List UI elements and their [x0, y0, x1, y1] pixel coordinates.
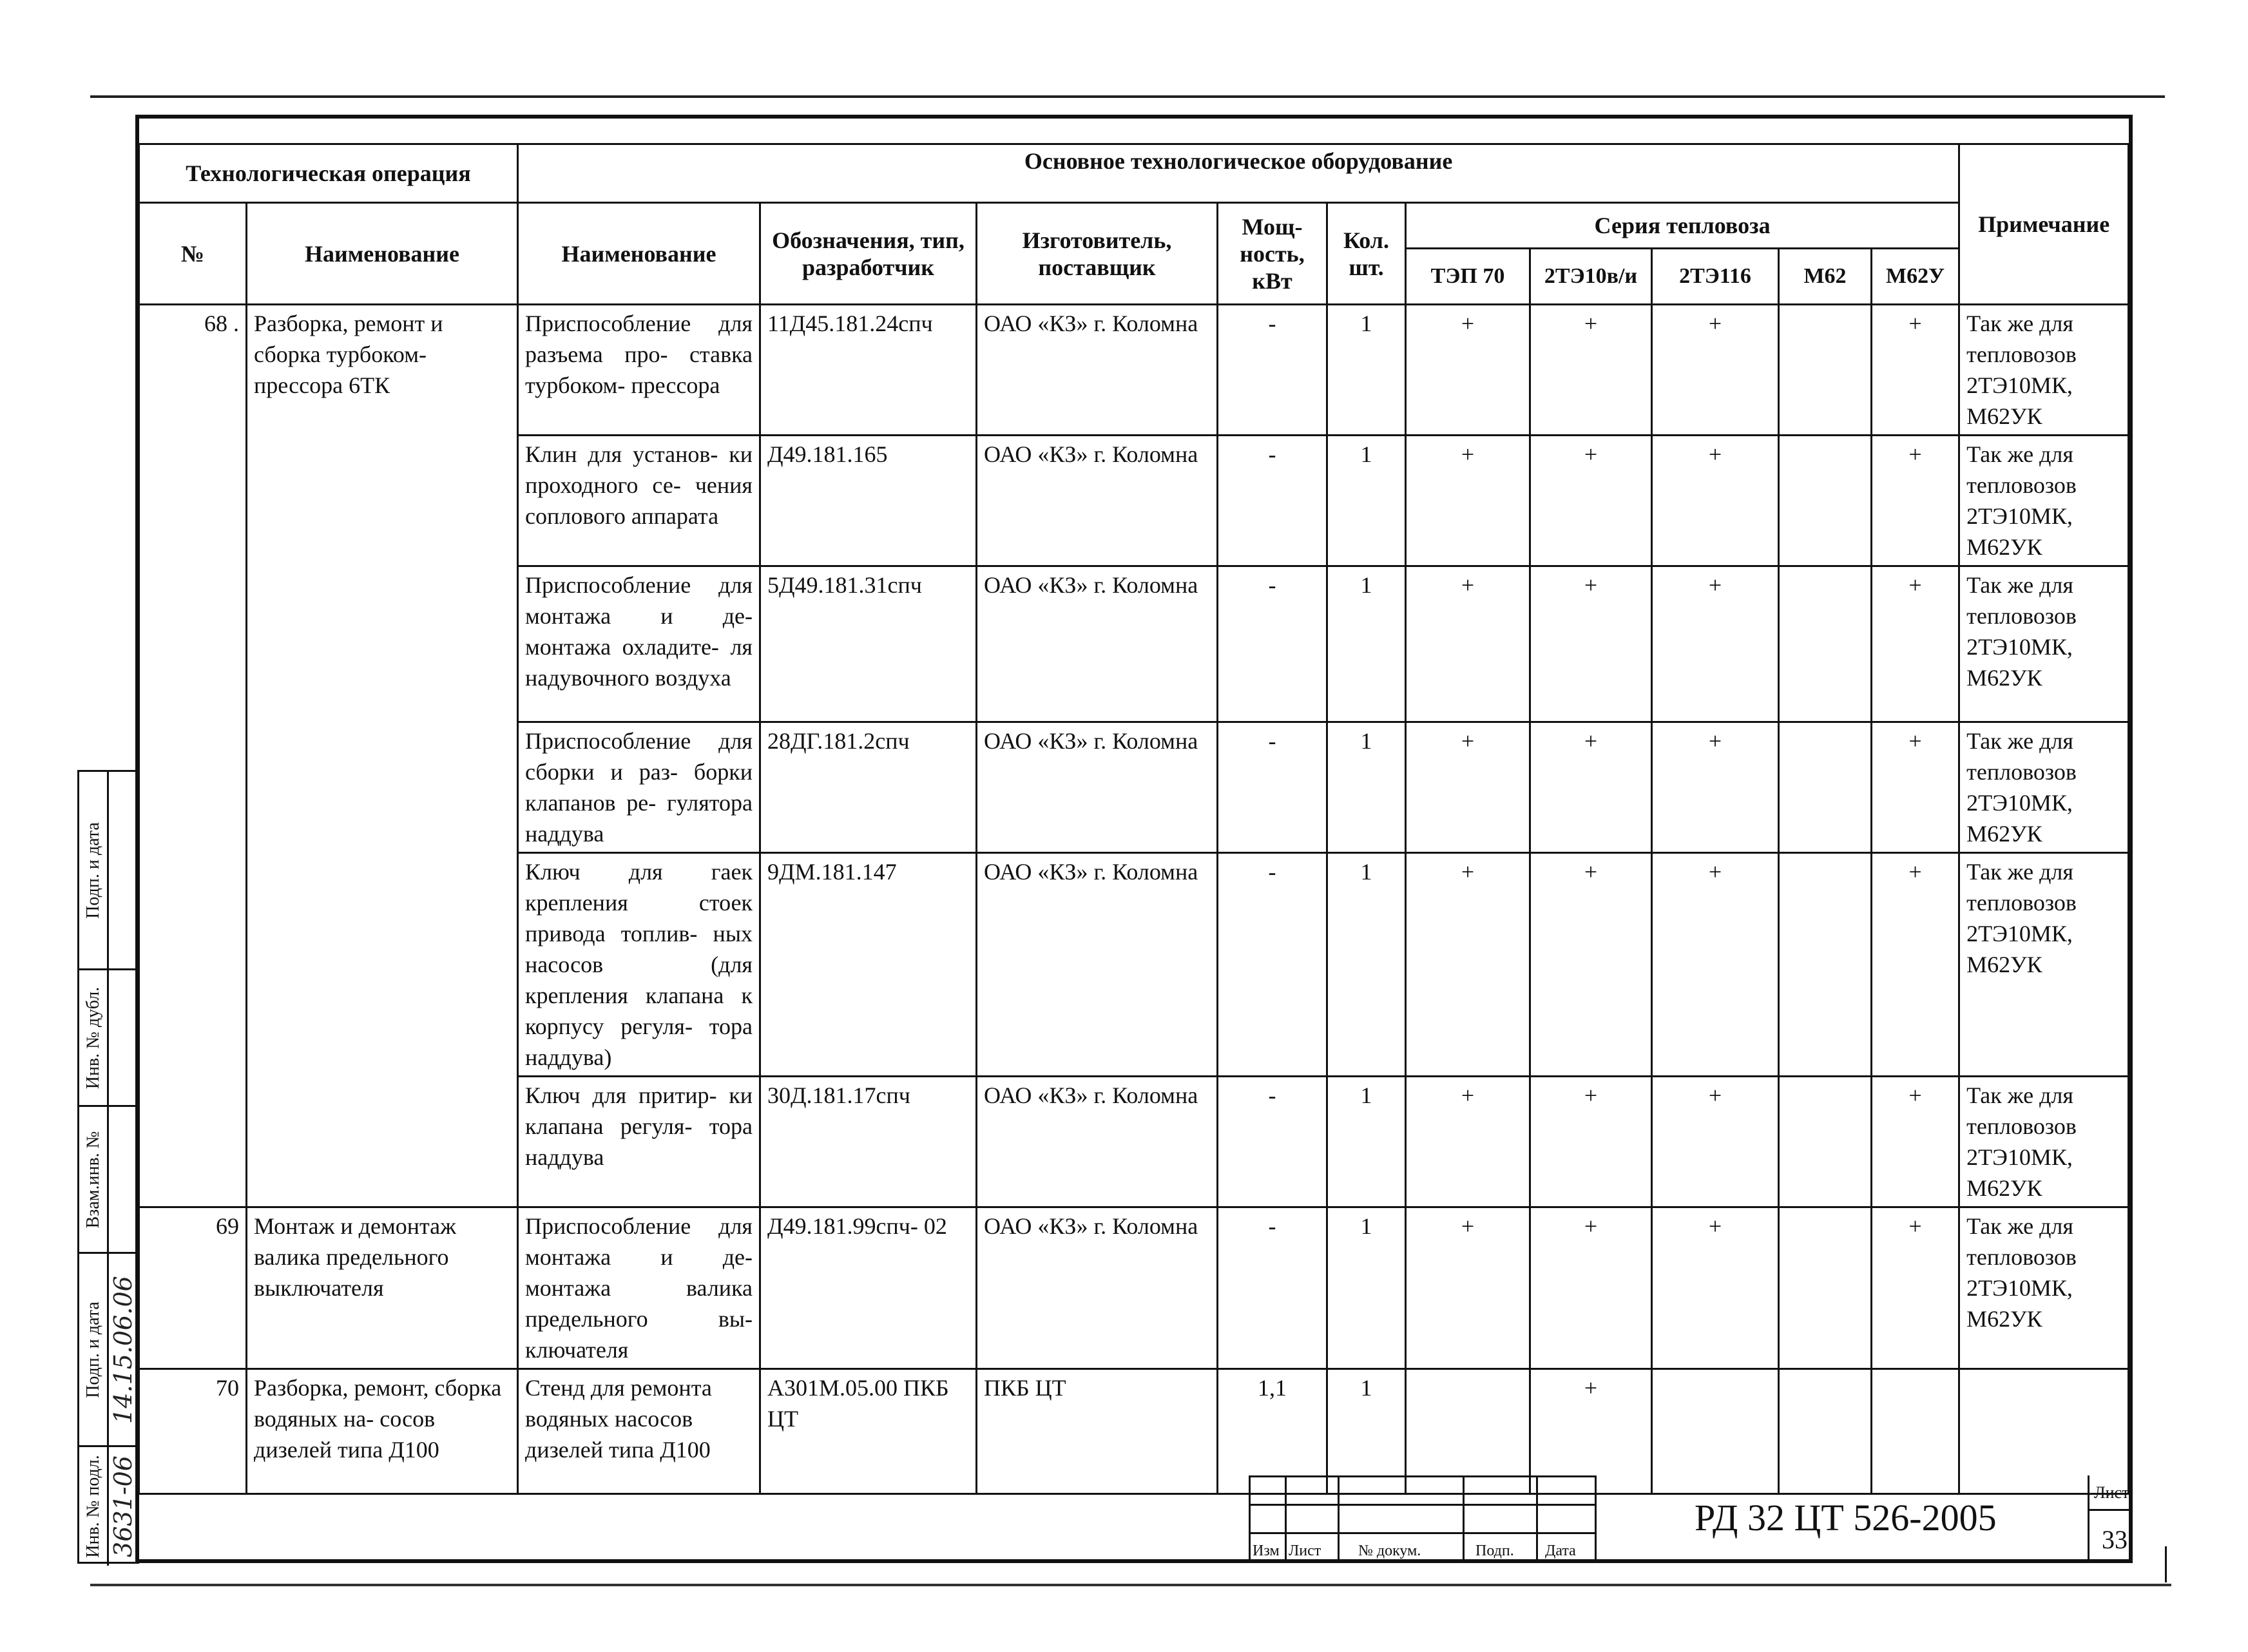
power: -: [1218, 305, 1327, 436]
equipment-name: Клин для установ- ки проходного се- чения соплового аппарата: [518, 436, 760, 566]
series-mark: +: [1406, 1207, 1530, 1369]
series-mark: [1779, 1077, 1872, 1207]
side-label: Инв. № дубл.: [82, 986, 103, 1089]
tb-col-izm: Изм: [1253, 1542, 1280, 1559]
header-series-2te10: 2ТЭ10в/и: [1530, 249, 1652, 305]
manufacturer: ОАО «КЗ» г. Коломна: [977, 1077, 1218, 1207]
manufacturer: ОАО «КЗ» г. Коломна: [977, 1207, 1218, 1369]
header-tech-operation: Технологическая операция: [139, 144, 518, 203]
side-label: Взам.инв. №: [82, 1131, 103, 1228]
note: Так же для тепловозов 2ТЭ10МК, М62УК: [1959, 566, 2129, 722]
header-series-m62: М62: [1779, 249, 1872, 305]
series-mark: +: [1872, 722, 1959, 853]
sheet-number: 33: [2102, 1525, 2128, 1554]
header-manufacturer: Изготовитель, поставщик: [977, 203, 1218, 305]
designation: А301М.05.00 ПКБ ЦТ: [760, 1369, 977, 1494]
side-label: Инв. № подл.: [82, 1455, 103, 1558]
series-mark: +: [1530, 722, 1652, 853]
sheet-label: Лист: [2094, 1483, 2129, 1502]
power: -: [1218, 436, 1327, 566]
series-mark: +: [1406, 436, 1530, 566]
table-row: [139, 1207, 2129, 1369]
designation: Д49.181.99спч- 02: [760, 1207, 977, 1369]
tb-col-date: Дата: [1545, 1542, 1576, 1559]
series-mark: +: [1406, 566, 1530, 722]
manufacturer: ОАО «КЗ» г. Коломна: [977, 436, 1218, 566]
series-mark: +: [1530, 305, 1652, 436]
series-mark: [1779, 566, 1872, 722]
side-label: Подп. и дата: [82, 821, 103, 919]
op-name: Разборка, ремонт и сборка турбоком- прессора 6ТК: [247, 305, 518, 1207]
designation: Д49.181.165: [760, 436, 977, 566]
series-mark: +: [1872, 566, 1959, 722]
manufacturer: ОАО «КЗ» г. Коломна: [977, 722, 1218, 853]
header-designation: Обозначения, тип, разработчик: [760, 203, 977, 305]
series-mark: +: [1406, 1077, 1530, 1207]
quantity: 1: [1327, 853, 1406, 1077]
header-series: Серия тепловоза: [1406, 203, 1959, 249]
document-code: РД 32 ЦТ 526-2005: [1695, 1497, 1997, 1539]
power: -: [1218, 566, 1327, 722]
series-mark: +: [1406, 722, 1530, 853]
manufacturer: ПКБ ЦТ: [977, 1369, 1218, 1494]
equipment-name: Ключ для гаек крепления стоек привода топлив- ных насосов (для крепления клапана к корпусу регуля- тора наддува): [518, 853, 760, 1077]
manufacturer: ОАО «КЗ» г. Коломна: [977, 853, 1218, 1077]
series-mark: +: [1530, 853, 1652, 1077]
equipment-table: [138, 143, 2129, 1495]
series-mark: +: [1652, 722, 1779, 853]
side-label: Подп. и дата: [82, 1301, 103, 1398]
series-mark: +: [1406, 305, 1530, 436]
right-tick: [2165, 1546, 2167, 1582]
power: -: [1218, 1077, 1327, 1207]
power: -: [1218, 853, 1327, 1077]
series-mark: +: [1652, 853, 1779, 1077]
series-mark: +: [1652, 1207, 1779, 1369]
side-cell: [79, 1107, 137, 1254]
series-mark: [1779, 722, 1872, 853]
power: -: [1218, 722, 1327, 853]
equipment-name: Приспособление для монтажа и де- монтажа охладите- ля надувочного воздуха: [518, 566, 760, 722]
series-mark: +: [1872, 1077, 1959, 1207]
power: -: [1218, 1207, 1327, 1369]
side-handwriting: 3631-06: [109, 1455, 137, 1557]
series-mark: [1779, 305, 1872, 436]
top-rule: [90, 95, 2165, 98]
note: Так же для тепловозов 2ТЭ10МК, М62УК: [1959, 436, 2129, 566]
series-mark: [1779, 436, 1872, 566]
series-mark: +: [1530, 1077, 1652, 1207]
side-cell: [79, 1254, 137, 1447]
table-row: [139, 305, 2129, 436]
designation: 5Д49.181.31спч: [760, 566, 977, 722]
equipment-name: Ключ для притир- ки клапана регуля- тора наддува: [518, 1077, 760, 1207]
header-main-equipment: Основное технологическое оборудование: [518, 144, 1959, 203]
side-stamp: [77, 770, 139, 1564]
note: Так же для тепловозов 2ТЭ10МК, М62УК: [1959, 853, 2129, 1077]
equipment-name: Приспособление для монтажа и де- монтажа валика предельного вы- ключателя: [518, 1207, 760, 1369]
note: Так же для тепловозов 2ТЭ10МК, М62УК: [1959, 305, 2129, 436]
series-mark: +: [1872, 305, 1959, 436]
op-number: 69: [139, 1207, 247, 1369]
side-handwriting: 14.15.06.06: [109, 1275, 137, 1424]
designation: 9ДМ.181.147: [760, 853, 977, 1077]
series-mark: +: [1530, 436, 1652, 566]
header-qty: Кол. шт.: [1327, 203, 1406, 305]
designation: 30Д.181.17спч: [760, 1077, 977, 1207]
manufacturer: ОАО «КЗ» г. Коломна: [977, 305, 1218, 436]
quantity: 1: [1327, 1369, 1406, 1494]
series-mark: [1652, 1369, 1779, 1494]
side-cell: [79, 772, 137, 970]
manufacturer: ОАО «КЗ» г. Коломна: [977, 566, 1218, 722]
series-mark: +: [1652, 1077, 1779, 1207]
header-note: Примечание: [1959, 144, 2129, 305]
series-mark: +: [1652, 305, 1779, 436]
tb-col-list: Лист: [1289, 1542, 1321, 1559]
quantity: 1: [1327, 436, 1406, 566]
series-mark: +: [1530, 566, 1652, 722]
note: Так же для тепловозов 2ТЭ10МК, М62УК: [1959, 1207, 2129, 1369]
series-mark: +: [1872, 1207, 1959, 1369]
note: Так же для тепловозов 2ТЭ10МК, М62УК: [1959, 722, 2129, 853]
tb-col-sign: Подп.: [1475, 1542, 1514, 1559]
series-mark: +: [1652, 436, 1779, 566]
tb-col-doc: № докум.: [1358, 1542, 1421, 1559]
power: 1,1: [1218, 1369, 1327, 1494]
header-eq-name: Наименование: [518, 203, 760, 305]
quantity: 1: [1327, 566, 1406, 722]
series-mark: +: [1530, 1369, 1652, 1494]
quantity: 1: [1327, 1207, 1406, 1369]
op-name: Разборка, ремонт, сборка водяных на- сосов дизелей типа Д100: [247, 1369, 518, 1494]
series-mark: [1779, 853, 1872, 1077]
equipment-name: Приспособление для сборки и раз- борки клапанов ре- гулятора наддува: [518, 722, 760, 853]
series-mark: +: [1872, 853, 1959, 1077]
op-name: Монтаж и демонтаж валика предельного выключателя: [247, 1207, 518, 1369]
series-mark: +: [1872, 436, 1959, 566]
side-cell: [79, 1447, 137, 1566]
header-series-m62u: М62У: [1872, 249, 1959, 305]
series-mark: [1779, 1369, 1872, 1494]
series-mark: +: [1406, 853, 1530, 1077]
op-number: 68 .: [139, 305, 247, 1207]
series-mark: +: [1652, 566, 1779, 722]
header-series-tep70: ТЭП 70: [1406, 249, 1530, 305]
quantity: 1: [1327, 722, 1406, 853]
designation: 11Д45.181.24спч: [760, 305, 977, 436]
header-series-2te116: 2ТЭ116: [1652, 249, 1779, 305]
op-number: 70: [139, 1369, 247, 1494]
designation: 28ДГ.181.2спч: [760, 722, 977, 853]
equipment-name: Стенд для ремонта водяных насосов дизелей типа Д100: [518, 1369, 760, 1494]
note: Так же для тепловозов 2ТЭ10МК, М62УК: [1959, 1077, 2129, 1207]
series-mark: +: [1530, 1207, 1652, 1369]
header-power: Мощ- ность, кВт: [1218, 203, 1327, 305]
series-mark: [1779, 1207, 1872, 1369]
bottom-rule: [90, 1584, 2171, 1586]
side-cell: [79, 970, 137, 1107]
quantity: 1: [1327, 1077, 1406, 1207]
header-op-name: Наименование: [247, 203, 518, 305]
series-mark: [1872, 1369, 1959, 1494]
header-no: №: [139, 203, 247, 305]
equipment-name: Приспособление для разъема про- ставка турбоком- прессора: [518, 305, 760, 436]
quantity: 1: [1327, 305, 1406, 436]
table-row: [139, 1369, 2129, 1494]
